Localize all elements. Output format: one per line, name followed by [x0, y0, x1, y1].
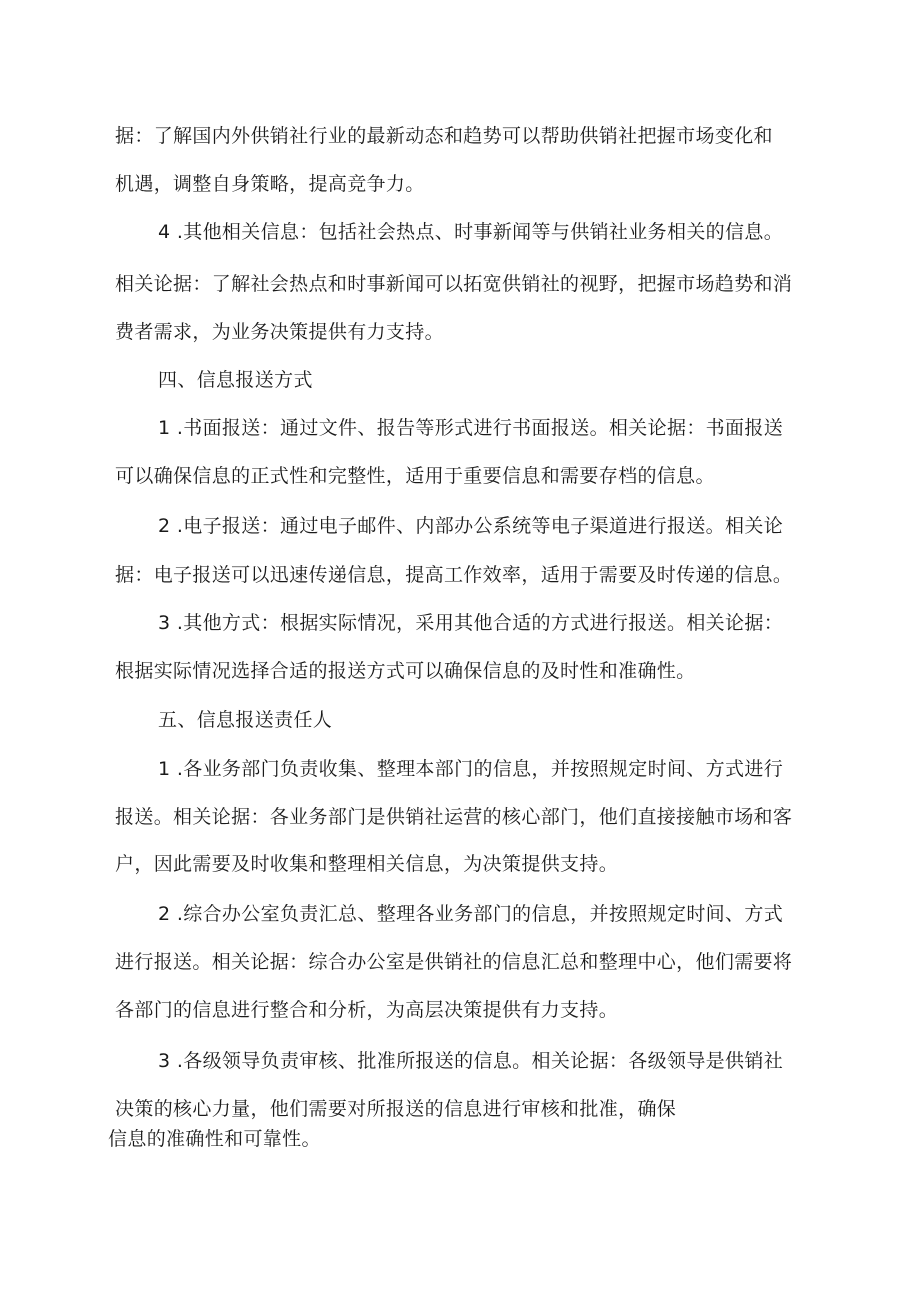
- list-item-line: 1 .书面报送：通过文件、报告等形式进行书面报送。相关论据：书面报送: [158, 417, 784, 439]
- paragraph-line: 信息的准确性和可靠性。: [108, 1128, 321, 1150]
- list-item-line: 3 .其他方式：根据实际情况，采用其他合适的方式进行报送。相关论据：: [158, 612, 784, 634]
- section-heading: 四、信息报送方式: [158, 369, 313, 391]
- paragraph-line: 报送。相关论据：各业务部门是供销社运营的核心部门，他们直接接触市场和客: [115, 806, 793, 828]
- paragraph-line: 据：了解国内外供销社行业的最新动态和趋势可以帮助供销社把握市场变化和: [115, 125, 773, 147]
- list-item-line: 3 .各级领导负责审核、批准所报送的信息。相关论据：各级领导是供销社: [158, 1050, 784, 1072]
- paragraph-line: 户，因此需要及时收集和整理相关信息，为决策提供支持。: [115, 853, 619, 875]
- paragraph-line: 相关论据：了解社会热点和时事新闻可以拓宽供销社的视野，把握市场趋势和消: [115, 273, 793, 295]
- list-item-line: 1 .各业务部门负责收集、整理本部门的信息，并按照规定时间、方式进行: [158, 758, 784, 780]
- paragraph-line: 决策的核心力量，他们需要对所报送的信息进行审核和批准，确保: [115, 1098, 677, 1120]
- paragraph-line: 各部门的信息进行整合和分析，为高层决策提供有力支持。: [115, 999, 619, 1021]
- list-item-line: 2 .电子报送：通过电子邮件、内部办公系统等电子渠道进行报送。相关论: [158, 515, 784, 537]
- section-heading: 五、信息报送责任人: [158, 709, 333, 731]
- paragraph-line: 进行报送。相关论据：综合办公室是供销社的信息汇总和整理中心，他们需要将: [115, 951, 793, 973]
- paragraph-line: 可以确保信息的正式性和完整性，适用于重要信息和需要存档的信息。: [115, 465, 715, 487]
- list-item-line: 4 .其他相关信息：包括社会热点、时事新闻等与供销社业务相关的信息。: [158, 221, 784, 243]
- list-item-line: 2 .综合办公室负责汇总、整理各业务部门的信息，并按照规定时间、方式: [158, 903, 784, 925]
- paragraph-line: 机遇，调整自身策略，提高竞争力。: [115, 173, 425, 195]
- paragraph-line: 据：电子报送可以迅速传递信息，提高工作效率，适用于需要及时传递的信息。: [115, 564, 793, 586]
- paragraph-line: 根据实际情况选择合适的报送方式可以确保信息的及时性和准确性。: [115, 660, 696, 682]
- paragraph-line: 费者需求，为业务决策提供有力支持。: [115, 321, 444, 343]
